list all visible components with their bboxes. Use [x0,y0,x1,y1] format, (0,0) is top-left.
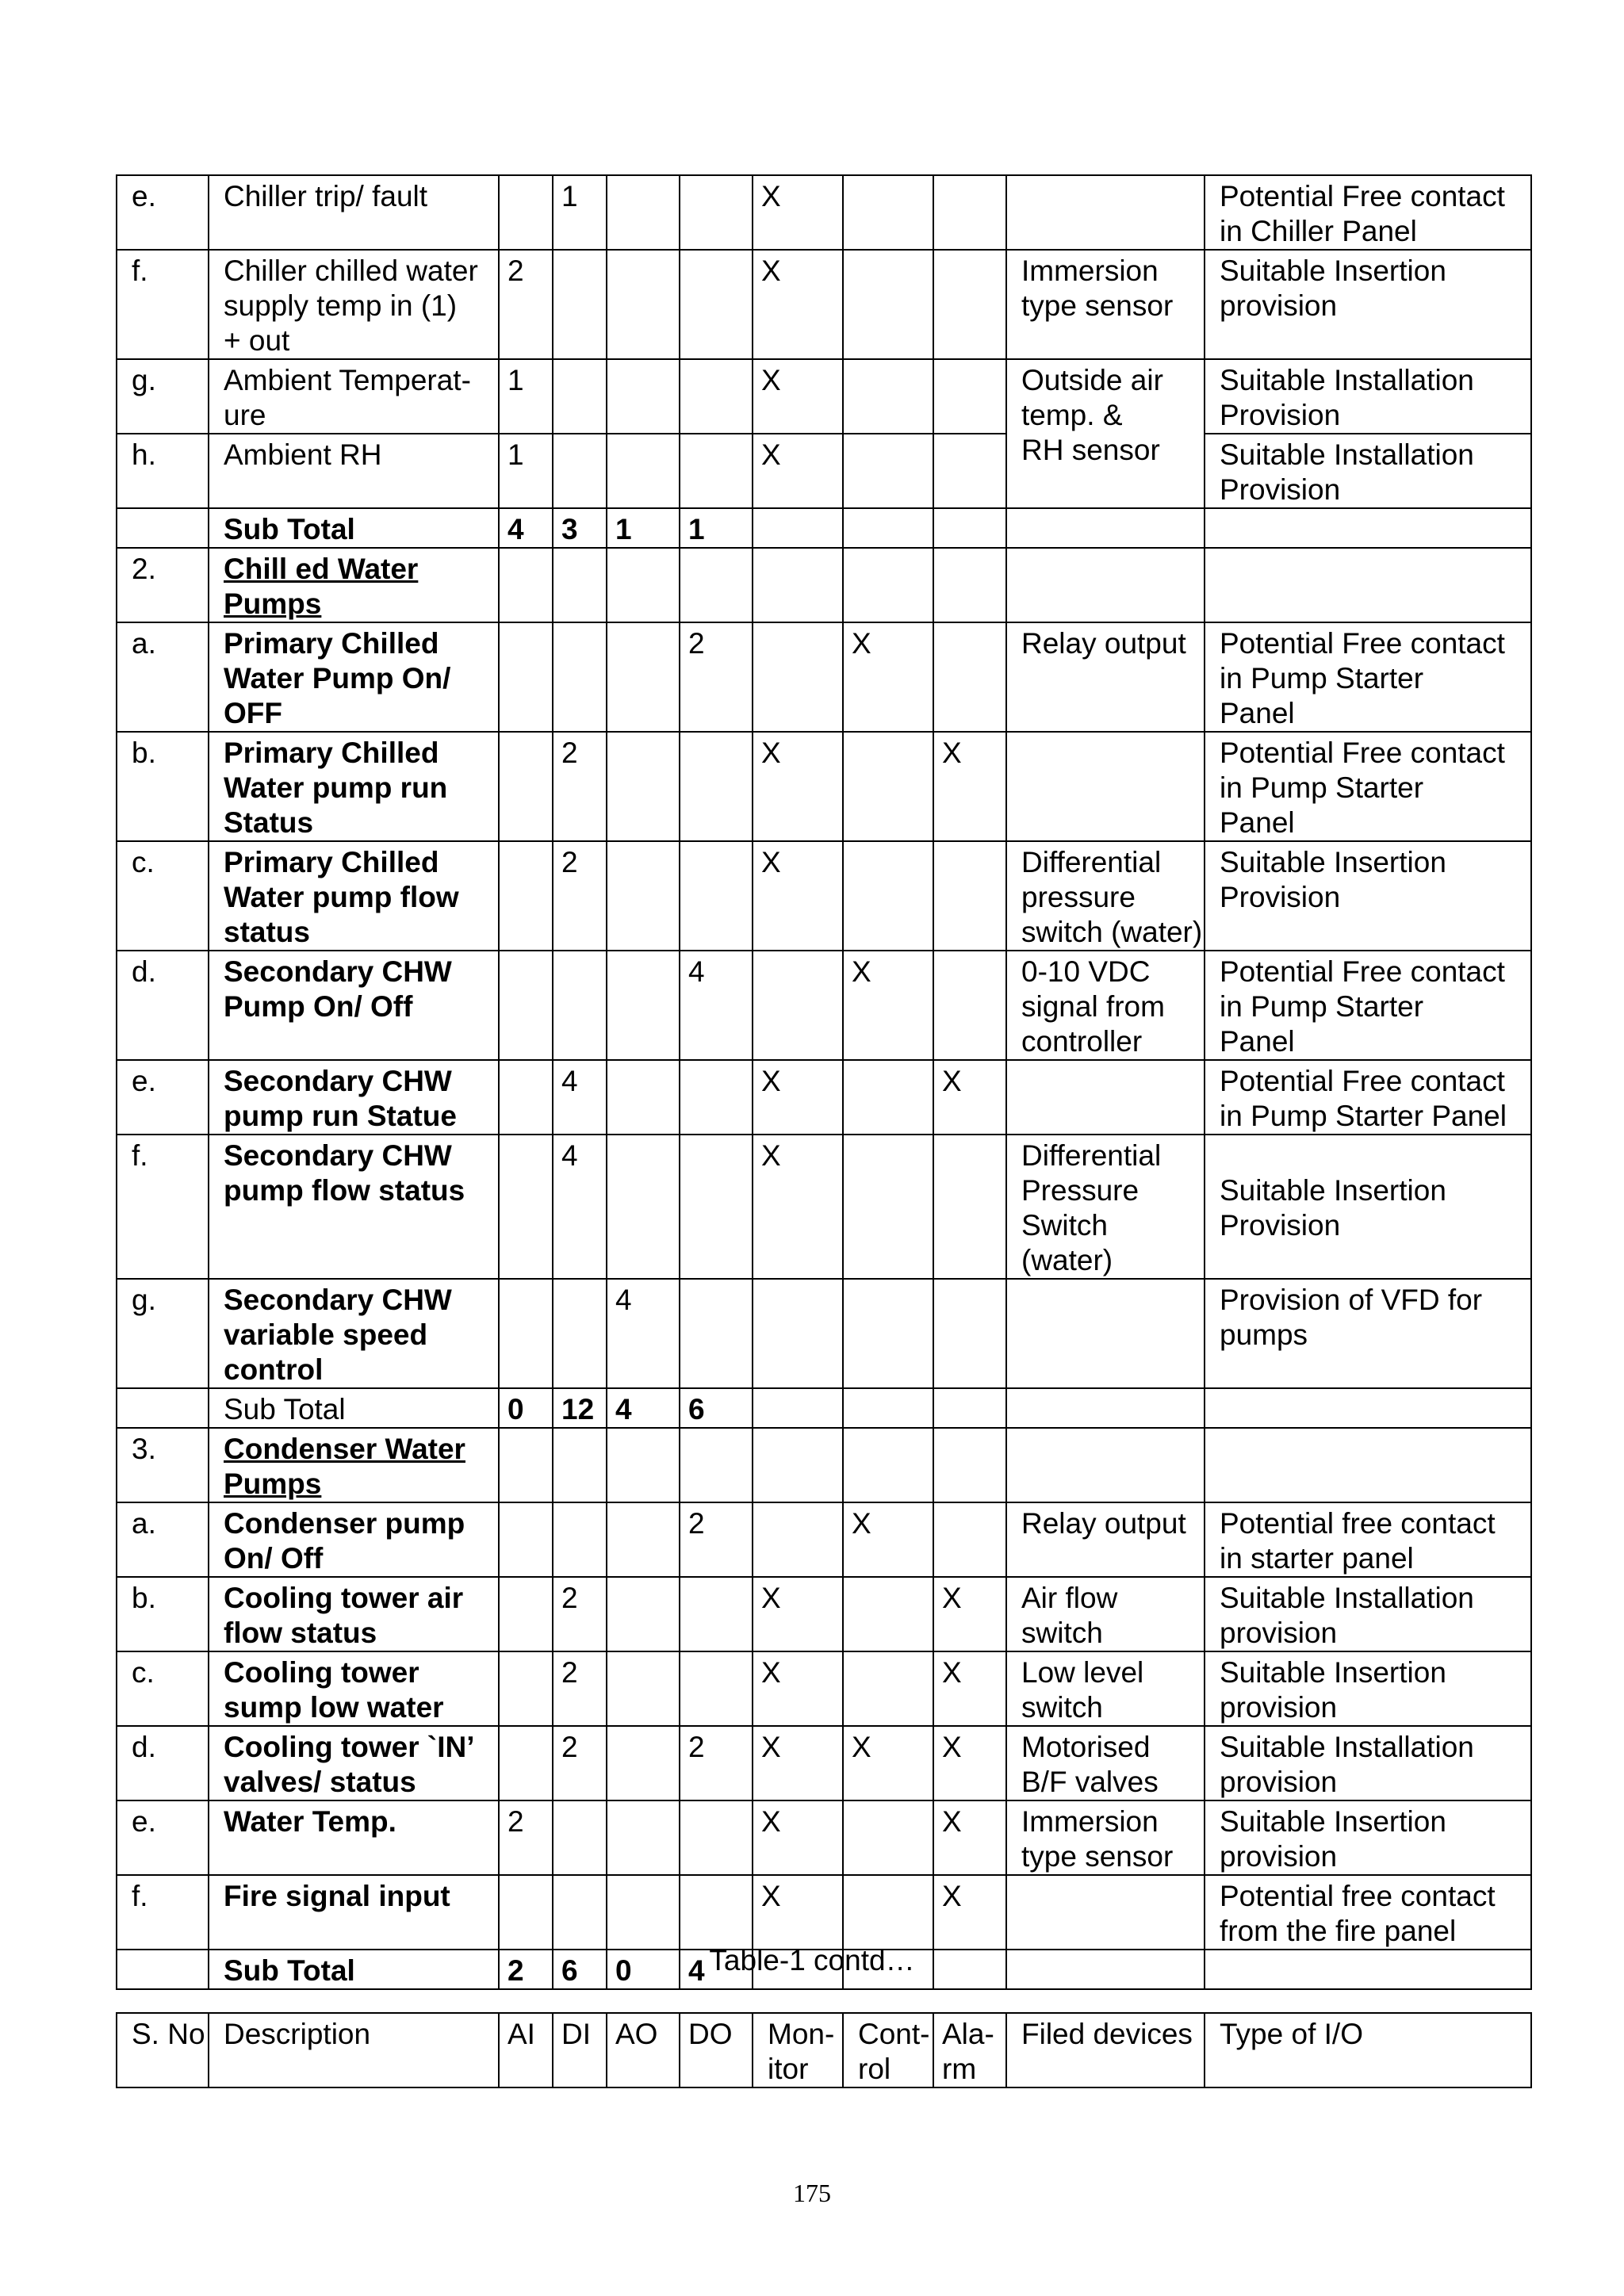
cell-field-device: Differential Pressure Switch (water) [1006,1135,1205,1279]
header-ao: AO [607,2013,680,2087]
cell-control: X [843,622,933,732]
cell-sno: a. [117,622,209,732]
cell-ao [607,548,680,622]
cell-do [680,1800,753,1875]
cell-description: Secondary CHW Pump On/ Off [209,951,499,1060]
cell-ao [607,1875,680,1950]
cell-di [553,434,607,508]
cell-control: X [843,1726,933,1800]
cell-di [553,951,607,1060]
cell-sno: e. [117,1060,209,1135]
cell-field-device [1006,1388,1205,1428]
cell-alarm [933,1502,1006,1577]
cell-ai: 4 [499,508,553,548]
cell-do [680,1577,753,1651]
cell-do [680,841,753,951]
cell-ao [607,1577,680,1651]
cell-do [680,1060,753,1135]
table-row [117,1279,1531,1388]
cell-do: 2 [680,1726,753,1800]
cell-ao: 1 [607,508,680,548]
cell-alarm: X [933,1800,1006,1875]
header-sno: S. No [117,2013,209,2087]
cell-ai: 2 [499,1950,553,1989]
cell-alarm: X [933,1060,1006,1135]
cell-description: Primary Chilled Water pump flow status [209,841,499,951]
cell-type-of-io: Provision of VFD for pumps [1205,1279,1531,1388]
cell-monitor [753,951,843,1060]
cell-do [680,359,753,434]
cell-ai [499,1651,553,1726]
cell-type-of-io: Suitable Insertion Provision [1205,1135,1531,1279]
cell-ai: 1 [499,359,553,434]
cell-ai: 2 [499,250,553,359]
cell-alarm [933,1388,1006,1428]
cell-control [843,548,933,622]
cell-field-device: Immersion type sensor [1006,1800,1205,1875]
cell-field-device [1006,1428,1205,1502]
cell-description: Primary Chilled Water pump run Status [209,732,499,841]
header-control: Cont- rol [843,2013,933,2087]
cell-ai [499,1577,553,1651]
cell-sno: d. [117,1726,209,1800]
cell-sno [117,508,209,548]
cell-ao: 0 [607,1950,680,1989]
cell-di: 2 [553,1577,607,1651]
cell-monitor: X [753,1726,843,1800]
cell-description: Sub Total [209,508,499,548]
cell-di [553,1428,607,1502]
cell-ai [499,175,553,250]
cell-ai [499,732,553,841]
cell-sno: h. [117,434,209,508]
cell-ai [499,951,553,1060]
cell-alarm [933,434,1006,508]
cell-do [680,732,753,841]
cell-monitor [753,1502,843,1577]
cell-description: Primary Chilled Water Pump On/ OFF [209,622,499,732]
cell-alarm: X [933,1726,1006,1800]
cell-do: 1 [680,508,753,548]
section-title: Chill ed Water Pumps [224,553,419,620]
header-type-of-io: Type of I/O [1205,2013,1531,2087]
cell-ai: 1 [499,434,553,508]
cell-di [553,622,607,732]
cell-field-device: Motorised B/F valves [1006,1726,1205,1800]
cell-di [553,1279,607,1388]
cell-sno: e. [117,1800,209,1875]
cell-di: 12 [553,1388,607,1428]
cell-description: Secondary CHW pump flow status [209,1135,499,1279]
cell-description: Fire signal input [209,1875,499,1950]
cell-monitor [753,1388,843,1428]
cell-monitor [753,548,843,622]
cell-ao [607,951,680,1060]
cell-ao [607,622,680,732]
cell-control [843,1651,933,1726]
cell-monitor [753,1428,843,1502]
cell-sno [117,1388,209,1428]
subtotal-row [117,1388,1531,1428]
header-description: Description [209,2013,499,2087]
cell-sno: b. [117,1577,209,1651]
cell-di: 4 [553,1135,607,1279]
cell-control: X [843,951,933,1060]
cell-type-of-io [1205,508,1531,548]
cell-alarm [933,250,1006,359]
table-header-repeat [116,2012,1532,2088]
table-row [117,1502,1531,1577]
cell-alarm [933,1135,1006,1279]
cell-field-device: Air flow switch [1006,1577,1205,1651]
table-row [117,1726,1531,1800]
cell-type-of-io: Potential Free contact in Pump Starter Panel [1205,622,1531,732]
cell-field-device: 0-10 VDC signal from controller [1006,951,1205,1060]
cell-type-of-io: Suitable Installation Provision [1205,359,1531,434]
cell-type-of-io [1205,1388,1531,1428]
cell-type-of-io: Suitable Installation Provision [1205,434,1531,508]
cell-monitor: X [753,1875,843,1950]
cell-do [680,1875,753,1950]
cell-ai [499,622,553,732]
section-row [117,1428,1531,1502]
cell-ai [499,1502,553,1577]
cell-control [843,1388,933,1428]
cell-control [843,1800,933,1875]
cell-monitor: X [753,250,843,359]
table-row [117,434,1531,508]
cell-do: 4 [680,1950,753,1989]
table-row [117,175,1531,250]
cell-description: Cooling tower air flow status [209,1577,499,1651]
cell-monitor: X [753,732,843,841]
cell-di: 4 [553,1060,607,1135]
cell-ao [607,1726,680,1800]
header-row [117,2013,1531,2087]
table-row [117,359,1531,434]
cell-alarm: X [933,732,1006,841]
cell-sno: 3. [117,1428,209,1502]
cell-control [843,434,933,508]
cell-monitor: X [753,1060,843,1135]
cell-alarm [933,622,1006,732]
cell-alarm [933,508,1006,548]
cell-alarm [933,175,1006,250]
table-row [117,1800,1531,1875]
cell-type-of-io: Potential Free contact in Pump Starter Panel [1205,951,1531,1060]
cell-ao [607,1135,680,1279]
table-row [117,732,1531,841]
cell-description: Sub Total [209,1388,499,1428]
cell-alarm [933,951,1006,1060]
subtotal-row [117,508,1531,548]
cell-do: 6 [680,1388,753,1428]
cell-control [843,1135,933,1279]
cell-ai [499,1875,553,1950]
cell-di [553,250,607,359]
cell-sno: c. [117,841,209,951]
cell-field-device: Low level switch [1006,1651,1205,1726]
cell-ao [607,1800,680,1875]
cell-sno: f. [117,1135,209,1279]
cell-sno: d. [117,951,209,1060]
cell-alarm: X [933,1875,1006,1950]
cell-monitor [753,1279,843,1388]
cell-control [843,1577,933,1651]
table-row [117,622,1531,732]
cell-field-device [1006,1279,1205,1388]
cell-di [553,548,607,622]
cell-do [680,1135,753,1279]
cell-description: Sub Total [209,1950,499,1989]
header-do: DO [680,2013,753,2087]
header-monitor: Mon- itor [753,2013,843,2087]
table-caption: Table-1 contd… [709,1944,915,1976]
cell-sno: g. [117,1279,209,1388]
cell-control [843,359,933,434]
cell-description: Chiller trip/ fault [209,175,499,250]
cell-ao [607,1651,680,1726]
cell-di: 1 [553,175,607,250]
cell-di [553,1875,607,1950]
page-number: 175 [793,2179,831,2207]
cell-type-of-io: Potential free contact in starter panel [1205,1502,1531,1577]
cell-description: Secondary CHW variable speed control [209,1279,499,1388]
cell-ao [607,359,680,434]
cell-control [843,1875,933,1950]
cell-control [843,1279,933,1388]
cell-field-device [1006,1060,1205,1135]
cell-control: X [843,1502,933,1577]
table-row [117,1577,1531,1651]
cell-description: Chiller chilled water supply temp in (1) + out [209,250,499,359]
cell-alarm [933,1428,1006,1502]
cell-monitor: X [753,434,843,508]
cell-ai: 0 [499,1388,553,1428]
cell-ao [607,841,680,951]
cell-ao [607,175,680,250]
cell-ai [499,841,553,951]
cell-do: 4 [680,951,753,1060]
cell-alarm: X [933,1577,1006,1651]
cell-ao [607,250,680,359]
table-row [117,1651,1531,1726]
cell-description [209,548,499,622]
cell-di: 2 [553,1726,607,1800]
header-field-devices: Filed devices [1006,2013,1205,2087]
cell-description: Secondary CHW pump run Statue [209,1060,499,1135]
cell-ai [499,1428,553,1502]
cell-description [209,1428,499,1502]
cell-di: 6 [553,1950,607,1989]
section-row [117,548,1531,622]
cell-monitor [753,622,843,732]
cell-alarm [933,548,1006,622]
cell-do [680,434,753,508]
cell-ai [499,1135,553,1279]
cell-monitor: X [753,1135,843,1279]
cell-monitor: X [753,1800,843,1875]
cell-di: 2 [553,841,607,951]
cell-control [843,1428,933,1502]
cell-ai: 2 [499,1800,553,1875]
cell-alarm [933,359,1006,434]
cell-description: Water Temp. [209,1800,499,1875]
cell-ao [607,732,680,841]
cell-control [843,1060,933,1135]
cell-sno: c. [117,1651,209,1726]
cell-type-of-io: Suitable Insertion provision [1205,1800,1531,1875]
cell-ao: 4 [607,1279,680,1388]
cell-monitor: X [753,1577,843,1651]
cell-field-device: Immersion type sensor [1006,250,1205,359]
cell-type-of-io: Potential free contact from the fire panel [1205,1875,1531,1950]
cell-type-of-io: Potential Free contact in Pump Starter Panel [1205,732,1531,841]
cell-type-of-io: Potential Free contact in Pump Starter Panel [1205,1060,1531,1135]
cell-field-device: Relay output [1006,1502,1205,1577]
cell-control [843,732,933,841]
cell-description: Ambient Temperat- ure [209,359,499,434]
cell-di: 3 [553,508,607,548]
header-ai: AI [499,2013,553,2087]
cell-di: 2 [553,732,607,841]
cell-control [843,175,933,250]
cell-type-of-io: Suitable Installation provision [1205,1726,1531,1800]
cell-di [553,359,607,434]
cell-field-device [1006,175,1205,250]
table-row [117,250,1531,359]
cell-sno: f. [117,1875,209,1950]
cell-description: Condenser pump On/ Off [209,1502,499,1577]
cell-alarm [933,841,1006,951]
cell-do [680,1651,753,1726]
cell-do: 2 [680,622,753,732]
cell-ai [499,1279,553,1388]
cell-description: Cooling tower sump low water [209,1651,499,1726]
table-row [117,1060,1531,1135]
cell-type-of-io [1205,548,1531,622]
cell-monitor: X [753,175,843,250]
table-row [117,1135,1531,1279]
cell-ai [499,1060,553,1135]
cell-ai [499,1726,553,1800]
cell-monitor: X [753,1651,843,1726]
table-row [117,951,1531,1060]
cell-do [680,250,753,359]
cell-ao [607,434,680,508]
cell-control [843,250,933,359]
cell-type-of-io: Potential Free contact in Chiller Panel [1205,175,1531,250]
cell-description: Cooling tower `IN’ valves/ status [209,1726,499,1800]
cell-alarm: X [933,1651,1006,1726]
cell-monitor: X [753,359,843,434]
cell-di: 2 [553,1651,607,1726]
cell-type-of-io: Suitable Insertion provision [1205,1651,1531,1726]
cell-control [843,508,933,548]
cell-ai [499,548,553,622]
cell-ao: 4 [607,1388,680,1428]
cell-field-device [1006,732,1205,841]
cell-do [680,1279,753,1388]
header-alarm: Ala- rm [933,2013,1006,2087]
cell-field-device [1006,508,1205,548]
cell-do [680,1428,753,1502]
cell-sno: 2. [117,548,209,622]
cell-sno: a. [117,1502,209,1577]
cell-ao [607,1428,680,1502]
cell-control [843,841,933,951]
cell-field-device [1006,548,1205,622]
cell-sno: g. [117,359,209,434]
io-table [116,174,1532,1990]
cell-di [553,1502,607,1577]
header-di: DI [553,2013,607,2087]
table-row [117,1875,1531,1950]
section-title: Condenser Water Pumps [224,1433,465,1500]
cell-ao [607,1060,680,1135]
cell-type-of-io [1205,1428,1531,1502]
cell-type-of-io: Suitable Insertion provision [1205,250,1531,359]
cell-monitor: X [753,841,843,951]
cell-di [553,1800,607,1875]
cell-sno: b. [117,732,209,841]
cell-monitor [753,508,843,548]
cell-type-of-io: Suitable Installation provision [1205,1577,1531,1651]
cell-do [680,548,753,622]
cell-do [680,175,753,250]
cell-field-device [1006,1875,1205,1950]
cell-type-of-io: Suitable Insertion Provision [1205,841,1531,951]
cell-field-device: Outside air temp. & RH sensor [1006,359,1205,508]
cell-description: Ambient RH [209,434,499,508]
cell-alarm [933,1279,1006,1388]
cell-sno: e. [117,175,209,250]
cell-sno: f. [117,250,209,359]
cell-field-device: Differential pressure switch (water) [1006,841,1205,951]
cell-ao [607,1502,680,1577]
cell-do: 2 [680,1502,753,1577]
table-row [117,841,1531,951]
cell-field-device: Relay output [1006,622,1205,732]
